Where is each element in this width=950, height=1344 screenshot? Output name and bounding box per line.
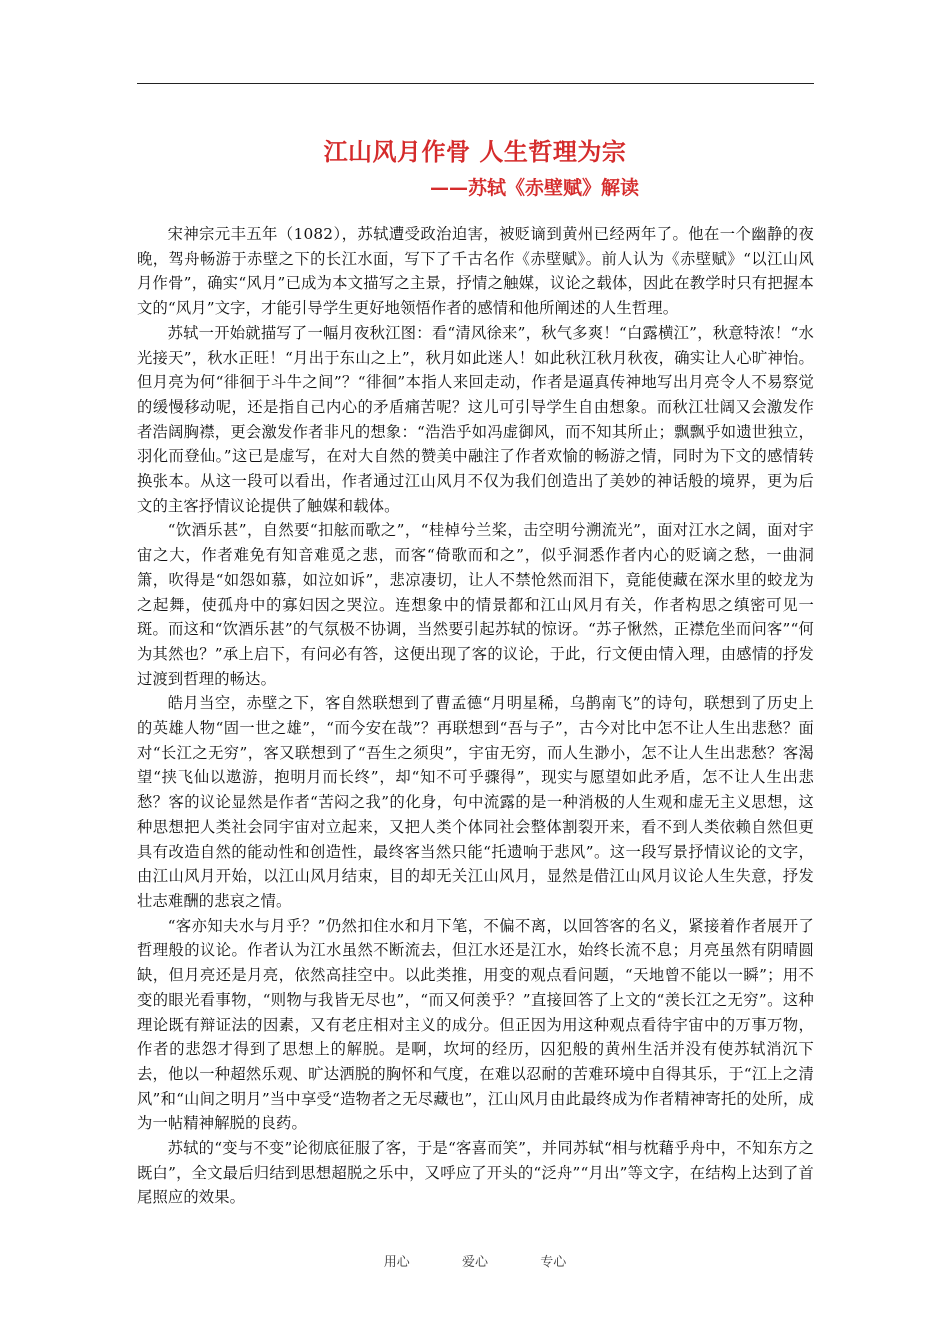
paragraph-5: “客亦知夫水与月乎？”仍然扣住水和月下笔，不偏不离，以回答客的名义，紧接着作者展开了哲理般的议论。作者认为江水虽然不断流去，但江水还是江水，始终长流不息；月亮虽然有阴晴圆缺，但月亮还是月亮，依然高挂空中。以此类推，用变的观点看问题，“天地曾不能以一瞬”；用不变的眼光看事物，“则物与我皆无尽也”，“而又何羡乎？”直接回答了上文的“羡长江之无穷”。这种理论既有辩证法的因素，又有老庄相对主义的成分。但正因为用这种观点看待宇宙中的万事万物，作者的悲怨才得到了思想上的解脱。是啊，坎坷的经历，囚犯般的黄州生活并没有使苏轼消沉下去，他以一种超然乐观、旷达洒脱的胸怀和气度，在难以忍耐的苦难环境中自得其乐，于“江上之清风”和“山间之明月”当中享受“造物者之无尽藏也”，江山风月由此最终成为作者精神寄托的处所，成为一帖精神解脱的良药。 <box>137 916 814 1133</box>
paragraph-3: “饮酒乐甚”，自然要“扣舷而歌之”，“桂棹兮兰桨，击空明兮溯流光”，面对江水之阔，面对宇宙之大，作者难免有知音难觅之悲，而客“倚歌而和之”，似乎洞悉作者内心的贬谪之愁，一曲洞箫，吹得是“如怨如慕，如泣如诉”，悲凉凄切，让人不禁怆然而泪下，竟能使藏在深水里的蛟龙为之起舞，使孤舟中的寡妇因之哭泣。连想象中的情景都和江山风月有关，作者构思之缜密可见一斑。而这和“饮酒乐甚”的气氛极不协调，当然要引起苏轼的惊讶。“苏子愀然，正襟危坐而问客”“何为其然也？”承上启下，有问必有答，这便出现了客的议论，于此，行文便由情入理，由感情的抒发过渡到哲理的畅达。 <box>137 521 814 688</box>
paragraph-6: 苏轼的“变与不变”论彻底征服了客，于是“客喜而笑”，并同苏轼“相与枕藉乎舟中，不知东方之既白”，全文最后归结到思想超脱之乐中，又呼应了开头的“泛舟”“月出”等文字，在结构上达到了首尾照应的效果。 <box>137 1139 814 1207</box>
paragraph-1: 宋神宗元丰五年（1082），苏轼遭受政治迫害，被贬谪到黄州已经两年了。他在一个幽静的夜晚，驾舟畅游于赤壁之下的长江水面，写下了千古名作《赤壁赋》。前人认为《赤壁赋》“以江山风月作骨”，确实“风月”已成为本文描写之主景，抒情之触媒，议论之载体，因此在教学时只有把握本文的“风月”文字，才能引导学生更好地领悟作者的感情和他所阐述的人生哲理。 <box>137 225 814 318</box>
page-footer: 用心 爱心 专心 <box>383 1255 567 1270</box>
article-title: 江山风月作骨 人生哲理为宗 <box>323 138 627 166</box>
article-body <box>137 222 814 1210</box>
paragraph-4: 皓月当空，赤壁之下，客自然联想到了曹孟德“月明星稀，乌鹊南飞”的诗句，联想到了历史上的英雄人物“固一世之雄”，“而今安在哉”？再联想到“吾与子”，古今对比中怎不让人生出悲愁？面对“长江之无穷”，客又联想到了“吾生之须臾”，宇宙无穷，而人生渺小，怎不让人生出悲愁？客渴望“挟飞仙以遨游，抱明月而长终”，却“知不可乎骤得”，现实与愿望如此矛盾，怎不让人生出悲愁？客的议论显然是作者“苦闷之我”的化身，句中流露的是一种消极的人生观和虚无主义思想，这种思想把人类社会同宇宙对立起来，又把人类个体同社会整体割裂开来，看不到人类依赖自然但更具有改造自然的能动性和创造性，最终客当然只能“托遗响于悲风”。这一段写景抒情议论的文字，由江山风月开始，以江山风月结束，目的却无关江山风月，显然是借江山风月议论人生失意，抒发壮志难酬的悲哀之情。 <box>137 694 814 910</box>
paragraph-2: 苏轼一开始就描写了一幅月夜秋江图：看“清风徐来”，秋气多爽！“白露横江”，秋意特浓！“水光接天”，秋水正旺！“月出于东山之上”，秋月如此迷人！如此秋江秋月秋夜，确实让人心旷神怡。但月亮为何“徘徊于斗牛之间”？“徘徊”本指人来回走动，作者是逼真传神地写出月亮令人不易察觉的缓慢移动呢，还是指自己内心的矛盾痛苦呢？这儿可引导学生自由想象。而秋江壮阔又会激发作者浩阔胸襟，更会激发作者非凡的想象：“浩浩乎如冯虚御风，而不知其所止；飘飘乎如遗世独立，羽化而登仙。”这已是虚写，在对大自然的赞美中融注了作者欢愉的畅游之情，同时为下文的感情转换张本。从这一段可以看出，作者通过江山风月不仅为我们创造出了美妙的神话般的境界，更为后文的主客抒情议论提供了触媒和载体。 <box>137 323 814 515</box>
article-subtitle: ——苏轼《赤壁赋》解读 <box>430 177 640 199</box>
header-rule <box>137 83 814 84</box>
